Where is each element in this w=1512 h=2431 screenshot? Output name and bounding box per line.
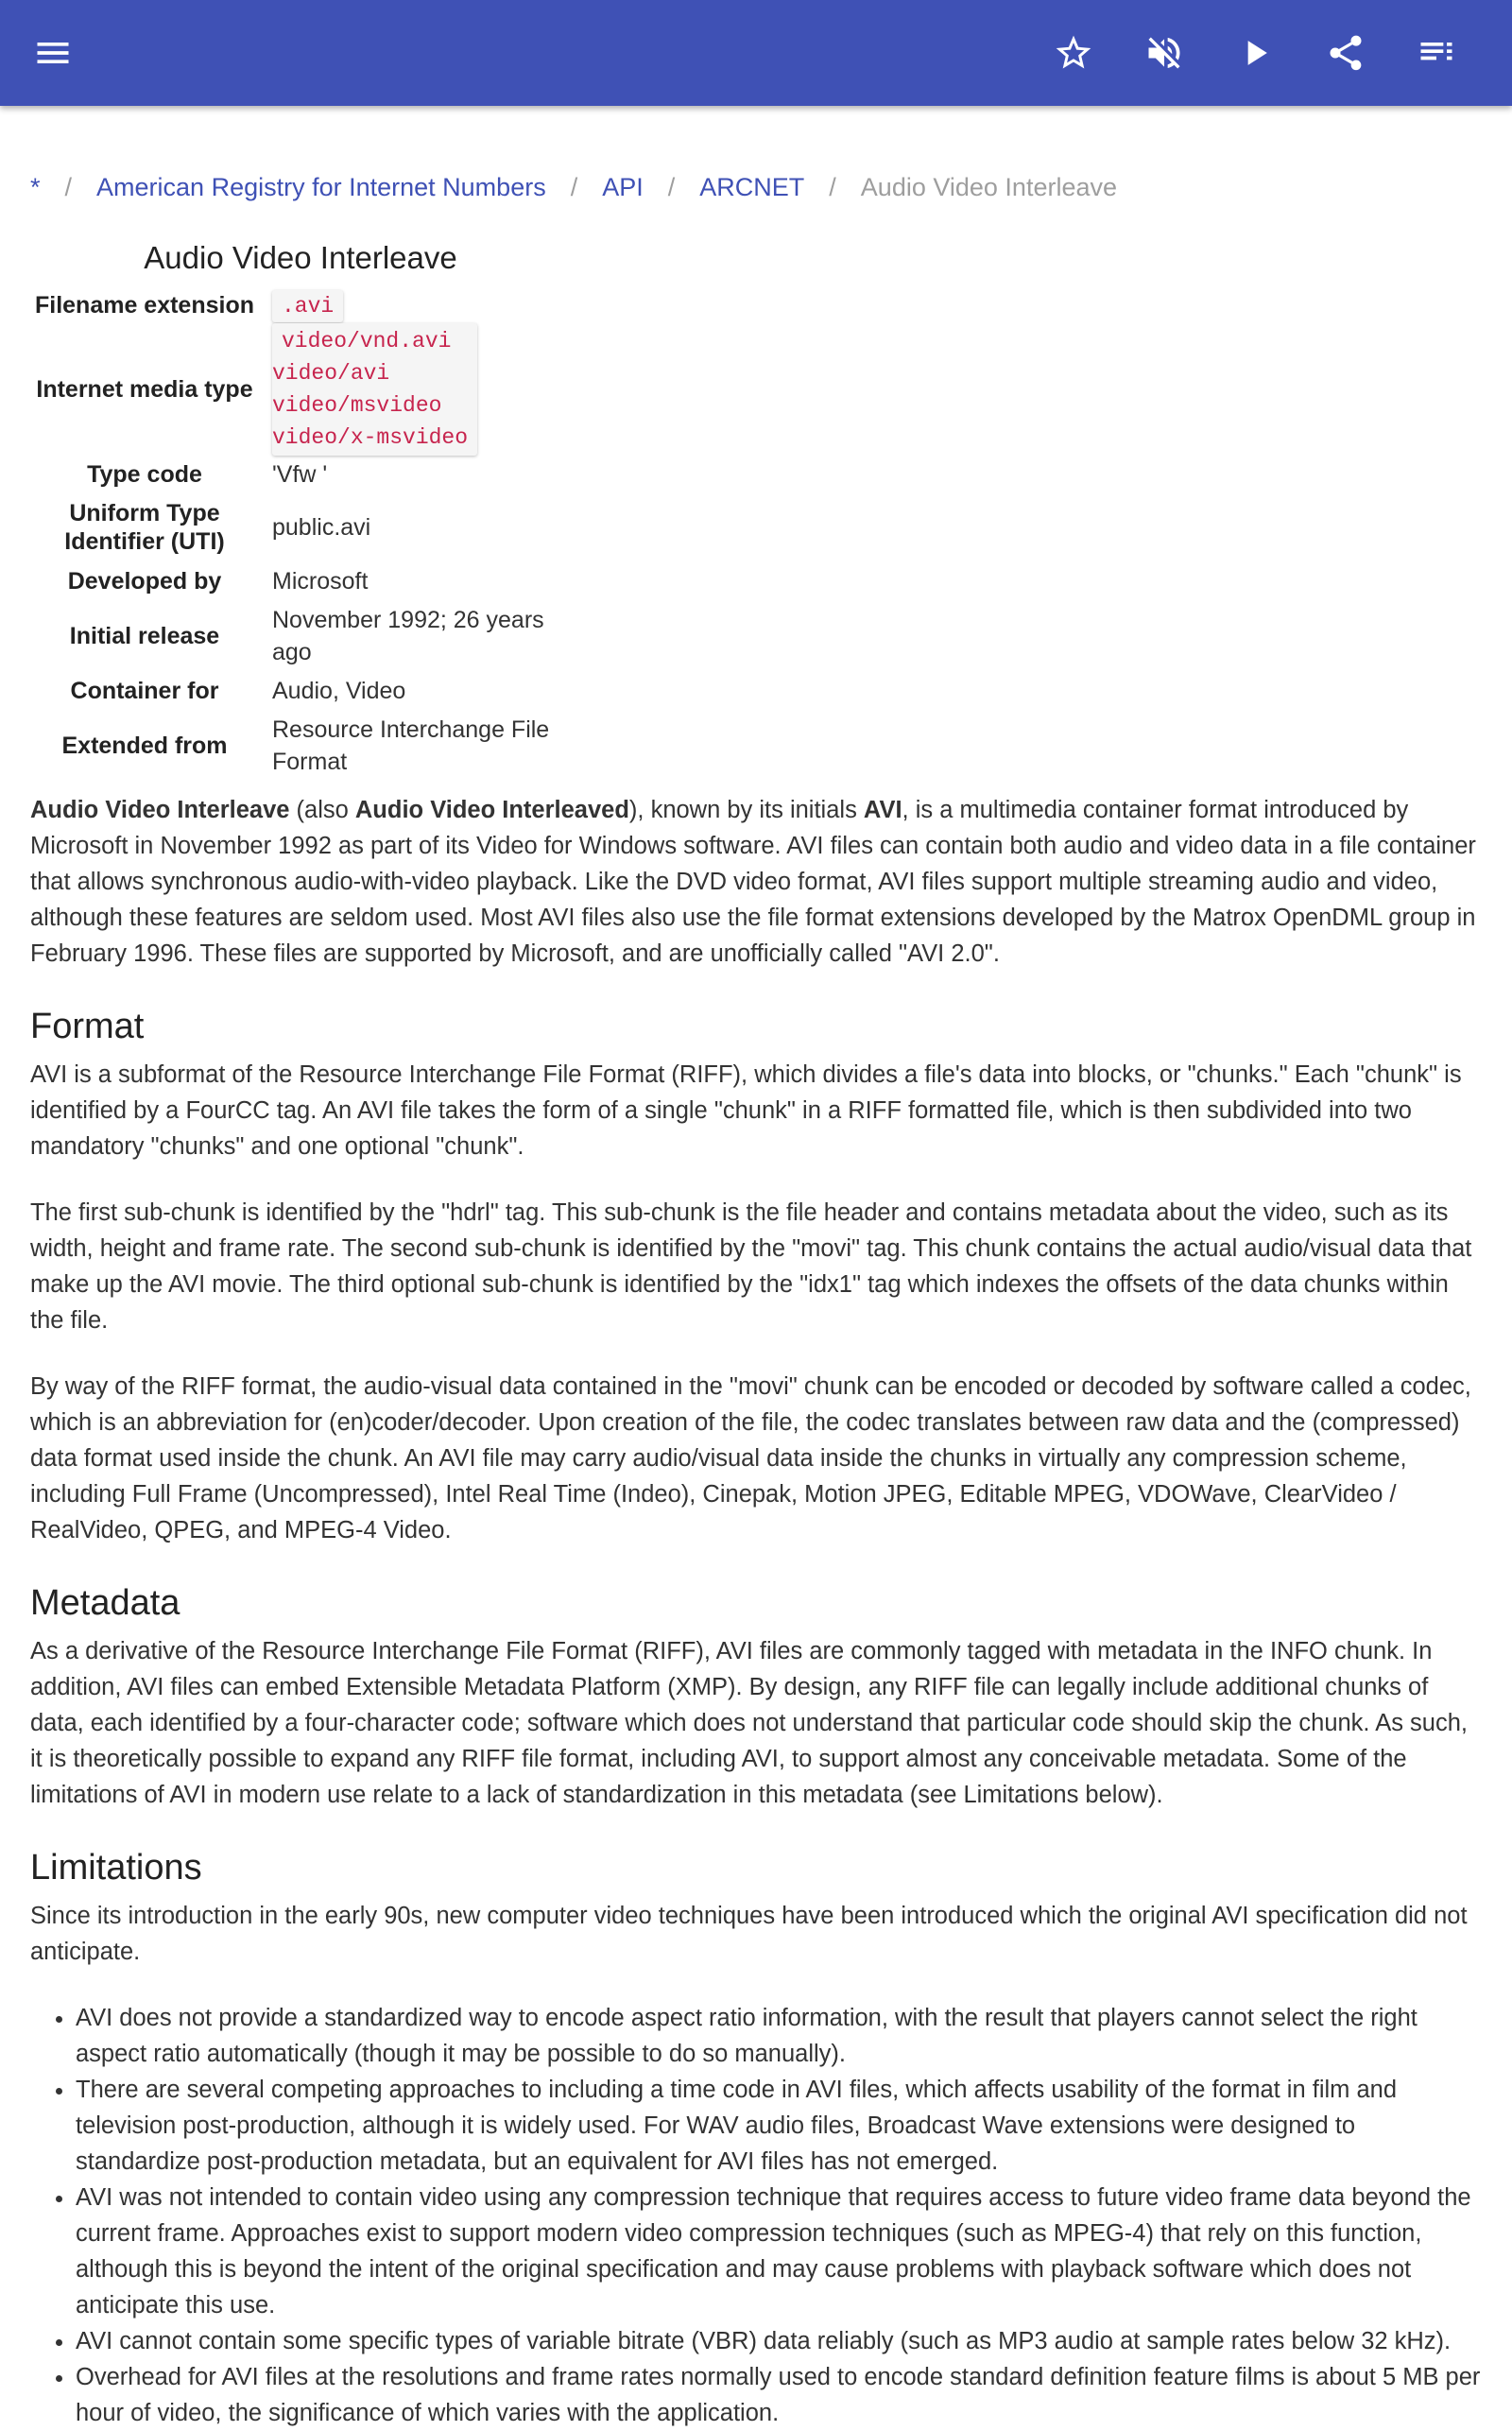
intro-text: (also — [289, 797, 355, 823]
media-type-item: video/msvideo — [272, 393, 442, 418]
section-heading-limitations: Limitations — [30, 1848, 202, 1888]
infobox-value — [272, 288, 565, 322]
intro-text: ), known by its initials — [628, 797, 864, 823]
article-body — [30, 792, 1486, 2431]
media-type-code — [272, 323, 477, 456]
list-item: • AVI does not provide a standardized way to encode aspect ratio information, with the result that players cannot select the right aspect ratio automatically (though it may be possible to do so manually). — [76, 2000, 1486, 2072]
infobox-value: public.avi — [272, 514, 371, 541]
breadcrumb-link-arcnet[interactable]: ARCNET — [699, 173, 805, 201]
limitations-list — [30, 2000, 1486, 2431]
bold-term: Audio Video Interleaved — [354, 797, 629, 823]
mute-icon[interactable] — [1138, 26, 1191, 79]
breadcrumb-current: Audio Video Interleave — [860, 173, 1117, 201]
infobox — [30, 240, 578, 781]
bold-term: AVI — [863, 797, 902, 823]
infobox-label: Developed by — [67, 568, 222, 595]
breadcrumb-home-link[interactable]: * — [30, 173, 41, 201]
infobox-row-type-code — [30, 456, 578, 493]
infobox-label: Type code — [87, 461, 202, 488]
media-type-item: video/avi — [272, 361, 390, 386]
breadcrumb-separator: / — [570, 173, 578, 201]
infobox-value: Microsoft — [272, 568, 369, 595]
breadcrumb-link-api[interactable]: API — [602, 173, 644, 201]
star-icon[interactable] — [1047, 26, 1100, 79]
breadcrumb-separator: / — [64, 173, 73, 201]
infobox-value: 'Vfw ' — [272, 461, 328, 488]
infobox-row-release — [30, 601, 578, 671]
section-heading-metadata: Metadata — [30, 1583, 180, 1623]
infobox-value: Audio, Video — [272, 678, 406, 704]
breadcrumb — [30, 168, 1117, 206]
list-item: • AVI cannot contain some specific types of variable bitrate (VBR) data reliably (such as MP3 audio at sample rates below 32 kHz). — [76, 2323, 1486, 2359]
media-type-item: video/x-msvideo — [272, 425, 469, 450]
infobox-value: November 1992; 26 years ago — [272, 607, 544, 665]
infobox-row-uti — [30, 493, 578, 561]
infobox-label: Filename extension — [34, 292, 255, 319]
breadcrumb-separator: / — [829, 173, 836, 201]
format-paragraph: By way of the RIFF format, the audio-visual data contained in the "movi" chunk can be encoded or decoded by software called a codec, which is an abbreviation for (en)coder/decoder. Upon creation of the file, the codec translates between raw data and the (compressed) data format used inside the chunk. An AVI file may carry audio/visual data inside the chunks in virtually any compression scheme, including Full Frame (Uncompressed), Intel Real Time (Indeo), Cinepak, Motion JPEG, Editable MPEG, VDOWave, ClearVideo / RealVideo, QPEG, and MPEG-4 Video. — [30, 1373, 1471, 1543]
playlist-icon[interactable] — [1410, 26, 1463, 79]
infobox-row-developer — [30, 561, 578, 601]
bold-term: Audio Video Interleave — [30, 797, 290, 823]
media-type-item: video/vnd.avi — [282, 329, 452, 353]
breadcrumb-separator: / — [667, 173, 676, 201]
infobox-row-extension — [30, 287, 578, 323]
list-item: • AVI was not intended to contain video using any compression technique that requires access to future video frame data beyond the current frame. Approaches exist to support modern video compression techniques (such as MPEG-4) that rely on this function, although this is beyond the intent of the original specification and may cause problems with playback software which does not anticipate this use. — [76, 2180, 1486, 2323]
breadcrumb-link-arin[interactable]: American Registry for Internet Numbers — [96, 173, 546, 201]
infobox-label: Internet media type — [36, 376, 253, 403]
section-heading-format: Format — [30, 1007, 145, 1046]
extension-code: .avi — [272, 290, 343, 322]
app-bar — [0, 0, 1512, 106]
infobox-title: Audio Video Interleave — [144, 240, 457, 275]
infobox-value — [272, 323, 565, 456]
format-paragraph: The first sub-chunk is identified by the "hdrl" tag. This sub-chunk is the file header and contains metadata about the video, such as its width, height and frame rate. The second sub-chunk is identified by the "movi" tag. This chunk contains the actual audio/visual data that make up the AVI movie. The third optional sub-chunk is identified by the "idx1" tag which indexes the offsets of the data chunks within the file. — [30, 1199, 1472, 1334]
limitations-paragraph: Since its introduction in the early 90s, new computer video techniques have been introduced which the original AVI specification did not anticipate. — [30, 1903, 1468, 1965]
play-icon[interactable] — [1228, 26, 1281, 79]
infobox-label: Container for — [70, 678, 219, 704]
share-icon[interactable] — [1319, 26, 1372, 79]
infobox-label: Uniform Type Identifier (UTI) — [64, 500, 225, 555]
list-item: • There are several competing approaches to including a time code in AVI files, which affects usability of the format in film and television post-production, although it is widely used. For WAV audio files, Broadcast Wave extensions were designed to standardize post-production metadata, but an equivalent for AVI files has not emerged. — [76, 2072, 1486, 2180]
infobox-row-container — [30, 671, 578, 711]
menu-icon[interactable] — [26, 26, 79, 79]
intro-paragraph — [30, 792, 1486, 972]
intro-text: , is a multimedia container format introduced by Microsoft in November 1992 as part of its Video for Windows software. AVI files can contain both audio and video data in a file container that allows synchronous audio-with-video playback. Like the DVD video format, AVI files support multiple streaming audio and video, although these features are seldom used. Most AVI files also use the file format extensions developed by the Matrox OpenDML group in February 1996. These files are supported by Microsoft, and are unofficially called "AVI 2.0". — [30, 797, 1476, 967]
infobox-row-extended-from — [30, 711, 578, 781]
metadata-paragraph: As a derivative of the Resource Interchange File Format (RIFF), AVI files are commonly tagged with metadata in the INFO chunk. In addition, AVI files can embed Extensible Metadata Platform (XMP). By design, any RIFF file can legally include additional chunks of data, each identified by a four-character code; software which does not understand that particular code should skip the chunk. As such, it is theoretically possible to expand any RIFF file format, including AVI, to support almost any conceivable metadata. Some of the limitations of AVI in modern use relate to a lack of standardization in this metadata (see Limitations below). — [30, 1638, 1468, 1808]
list-item: • Overhead for AVI files at the resolutions and frame rates normally used to encode standard definition feature films is about 5 MB per hour of video, the significance of which varies with the application. — [76, 2359, 1486, 2431]
infobox-row-media-type — [30, 323, 578, 456]
format-paragraph: AVI is a subformat of the Resource Interchange File Format (RIFF), which divides a file's data into blocks, or "chunks." Each "chunk" is identified by a FourCC tag. An AVI file takes the form of a single "chunk" in a RIFF formatted file, which is then subdivided into two mandatory "chunks" and one optional "chunk". — [30, 1061, 1462, 1160]
infobox-label: Initial release — [69, 623, 220, 649]
infobox-label: Extended from — [61, 733, 228, 759]
infobox-value: Resource Interchange File Format — [272, 716, 550, 775]
